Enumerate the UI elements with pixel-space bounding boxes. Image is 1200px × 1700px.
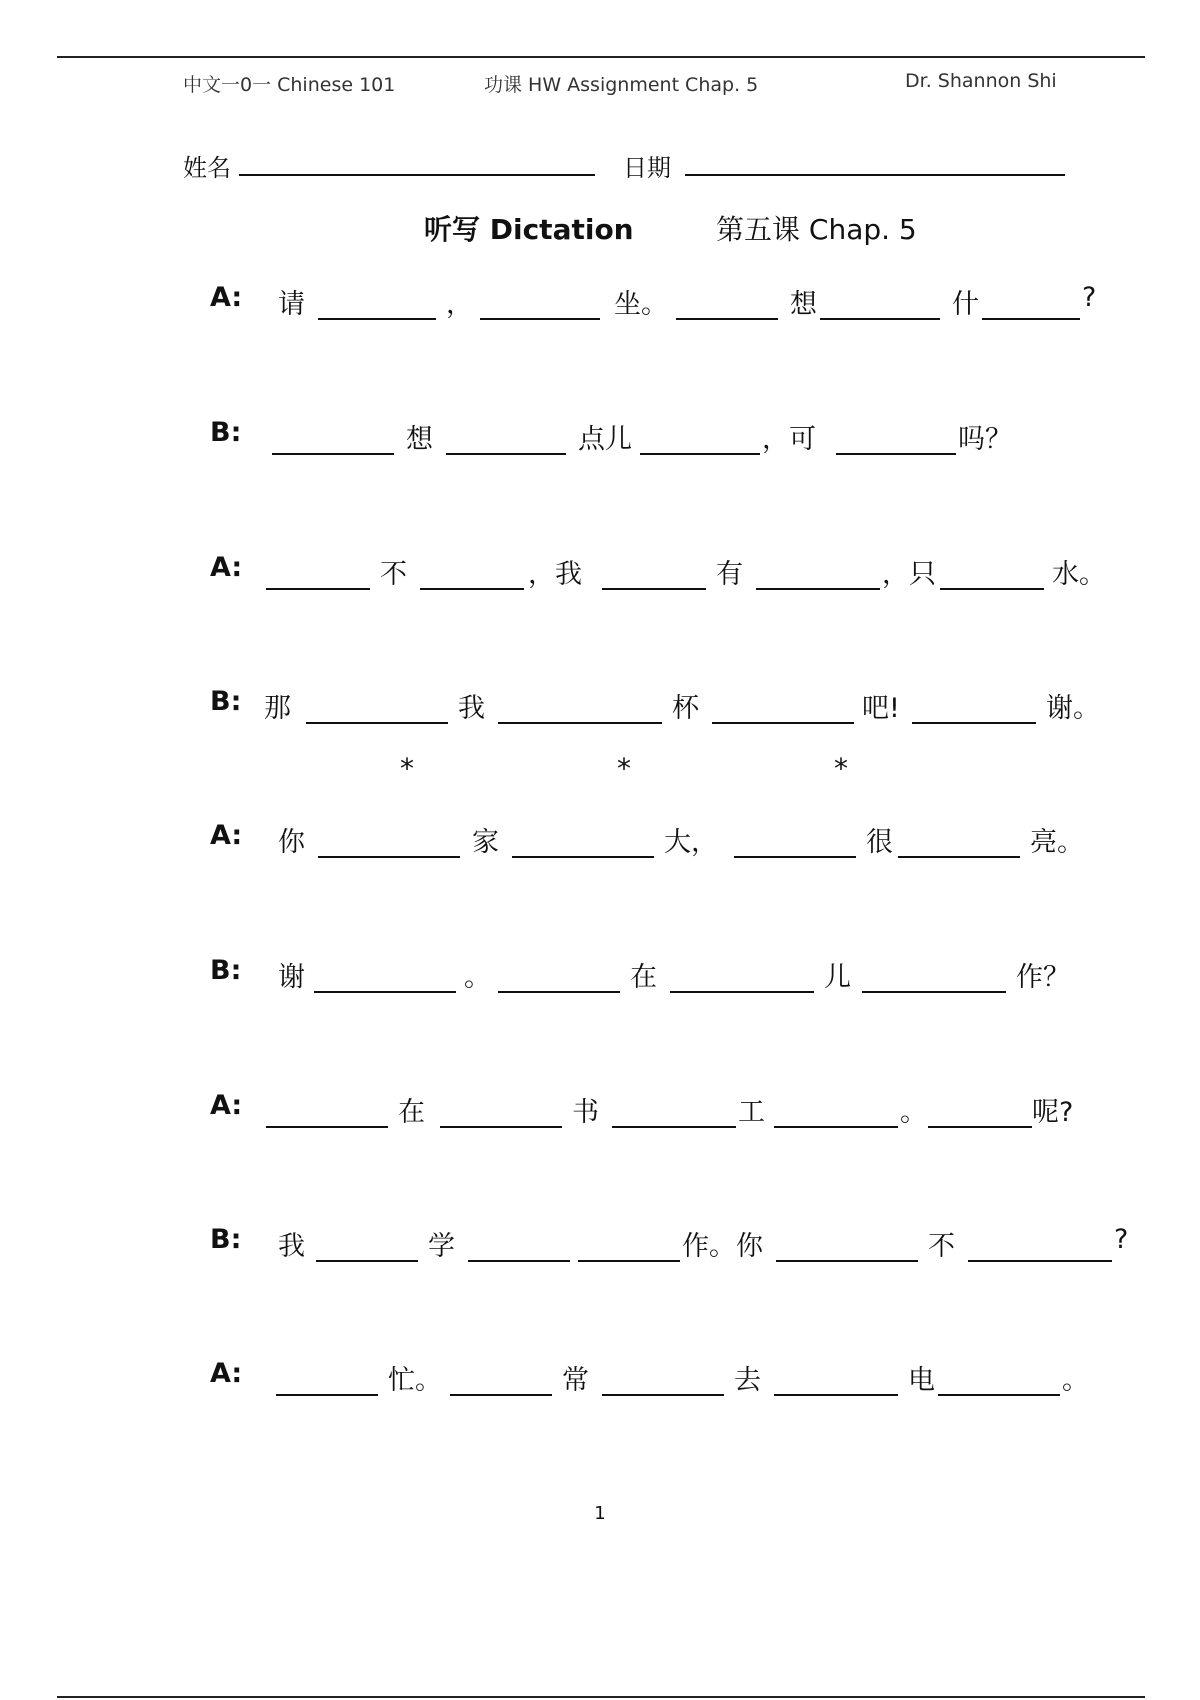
- text-segment: 在: [398, 1097, 425, 1128]
- text-segment: 常: [562, 1365, 589, 1396]
- answer-blank[interactable]: [318, 318, 436, 320]
- text-segment: 不: [928, 1231, 955, 1262]
- text-segment: 吗？: [958, 424, 1012, 455]
- text-segment: 书: [572, 1097, 599, 1128]
- answer-blank[interactable]: [266, 588, 370, 590]
- text-segment: 。: [1062, 1365, 1089, 1396]
- dictation-title: 听写 Dictation: [424, 213, 634, 246]
- answer-blank[interactable]: [712, 722, 854, 724]
- answer-blank[interactable]: [676, 318, 778, 320]
- answer-blank[interactable]: [468, 1260, 570, 1262]
- answer-blank[interactable]: [774, 1126, 898, 1128]
- answer-blank[interactable]: [912, 722, 1036, 724]
- speaker-label: A:: [210, 282, 243, 313]
- answer-blank[interactable]: [318, 856, 460, 858]
- text-segment: ，只: [882, 559, 936, 590]
- text-segment: ，: [446, 289, 473, 320]
- answer-blank[interactable]: [612, 1126, 736, 1128]
- text-segment: 杯: [672, 693, 699, 724]
- dialogue-line: [210, 282, 1140, 326]
- text-segment: 想: [790, 289, 817, 320]
- answer-blank[interactable]: [498, 991, 620, 993]
- text-segment: 。: [464, 962, 491, 993]
- answer-blank[interactable]: [266, 1126, 388, 1128]
- speaker-label: A:: [210, 1090, 243, 1121]
- separator-star: *: [834, 752, 848, 785]
- answer-blank[interactable]: [968, 1260, 1112, 1262]
- answer-blank[interactable]: [306, 722, 448, 724]
- name-label: 姓名: [183, 154, 231, 182]
- text-segment: 我: [458, 693, 485, 724]
- answer-blank[interactable]: [940, 588, 1044, 590]
- speaker-label: B:: [210, 955, 242, 986]
- section-separator: [0, 752, 1200, 785]
- page-title: [0, 208, 1200, 248]
- bottom-rule: [57, 1696, 1145, 1698]
- answer-blank[interactable]: [272, 453, 394, 455]
- answer-blank[interactable]: [498, 722, 662, 724]
- date-field[interactable]: [685, 174, 1065, 176]
- name-field[interactable]: [239, 174, 595, 176]
- text-segment: 大，: [664, 827, 718, 858]
- separator-star: *: [400, 752, 414, 785]
- text-segment: 儿: [824, 962, 851, 993]
- text-segment: ，可: [762, 424, 816, 455]
- answer-blank[interactable]: [836, 453, 956, 455]
- text-segment: 那: [264, 693, 291, 724]
- text-segment: ?: [1114, 1224, 1129, 1255]
- course-header: 中文一0一 Chinese 101: [183, 74, 396, 96]
- speaker-label: A:: [210, 1358, 243, 1389]
- text-segment: 吧!: [862, 693, 900, 724]
- answer-blank[interactable]: [602, 1394, 724, 1396]
- dialogue-line: [210, 1090, 1140, 1134]
- speaker-label: B:: [210, 686, 242, 717]
- text-segment: 学: [428, 1231, 455, 1262]
- text-segment: 水。: [1052, 559, 1106, 590]
- speaker-label: B:: [210, 1224, 242, 1255]
- text-segment: ?: [1082, 282, 1097, 313]
- answer-blank[interactable]: [450, 1394, 552, 1396]
- answer-blank[interactable]: [670, 991, 814, 993]
- text-segment: 家: [472, 827, 499, 858]
- answer-blank[interactable]: [578, 1260, 680, 1262]
- answer-blank[interactable]: [820, 318, 940, 320]
- text-segment: 亮。: [1030, 827, 1084, 858]
- dialogue-line: [210, 955, 1140, 999]
- speaker-label: A:: [210, 820, 243, 851]
- answer-blank[interactable]: [276, 1394, 378, 1396]
- text-segment: 坐。: [614, 289, 668, 320]
- answer-blank[interactable]: [440, 1126, 562, 1128]
- text-segment: 点儿: [578, 424, 632, 455]
- answer-blank[interactable]: [420, 588, 524, 590]
- answer-blank[interactable]: [898, 856, 1020, 858]
- text-segment: 。: [900, 1097, 927, 1128]
- answer-blank[interactable]: [316, 1260, 418, 1262]
- text-segment: ，我: [528, 559, 582, 590]
- dialogue-line: [210, 1224, 1140, 1268]
- instructor-header: Dr. Shannon Shi: [905, 70, 1057, 92]
- text-segment: 电: [908, 1365, 935, 1396]
- answer-blank[interactable]: [446, 453, 566, 455]
- assignment-header: 功课 HW Assignment Chap. 5: [484, 74, 759, 96]
- text-segment: 什: [952, 289, 979, 320]
- answer-blank[interactable]: [862, 991, 1006, 993]
- answer-blank[interactable]: [756, 588, 880, 590]
- name-date-row: [183, 144, 1063, 184]
- text-segment: 你: [278, 827, 305, 858]
- text-segment: 请: [278, 289, 305, 320]
- dialogue-line: [210, 417, 1140, 461]
- text-segment: 忙。: [388, 1365, 442, 1396]
- text-segment: 谢: [278, 962, 305, 993]
- answer-blank[interactable]: [938, 1394, 1060, 1396]
- speaker-label: B:: [210, 417, 242, 448]
- text-segment: 在: [630, 962, 657, 993]
- text-segment: 有: [716, 559, 743, 590]
- text-segment: 很: [866, 827, 893, 858]
- answer-blank[interactable]: [480, 318, 600, 320]
- text-segment: 作？: [1016, 962, 1070, 993]
- answer-blank[interactable]: [928, 1126, 1032, 1128]
- dialogue-line: [210, 686, 1140, 730]
- text-segment: 呢?: [1032, 1097, 1074, 1128]
- answer-blank[interactable]: [734, 856, 856, 858]
- text-segment: 去: [734, 1365, 761, 1396]
- answer-blank[interactable]: [314, 991, 456, 993]
- dialogue-line: [210, 820, 1140, 864]
- answer-blank[interactable]: [982, 318, 1080, 320]
- date-label: 日期: [623, 154, 671, 182]
- answer-blank[interactable]: [774, 1394, 898, 1396]
- text-segment: 作。你: [682, 1231, 763, 1262]
- text-segment: 我: [278, 1231, 305, 1262]
- answer-blank[interactable]: [512, 856, 654, 858]
- answer-blank[interactable]: [640, 453, 760, 455]
- top-rule: [57, 56, 1145, 58]
- chapter-title: 第五课 Chap. 5: [716, 213, 917, 246]
- dialogue-line: [210, 1358, 1140, 1402]
- speaker-label: A:: [210, 552, 243, 583]
- text-segment: 谢。: [1046, 693, 1100, 724]
- text-segment: 工: [738, 1097, 765, 1128]
- page-number: 1: [594, 1503, 606, 1524]
- answer-blank[interactable]: [776, 1260, 918, 1262]
- text-segment: 不: [380, 559, 407, 590]
- answer-blank[interactable]: [602, 588, 706, 590]
- separator-star: *: [617, 752, 631, 785]
- dialogue-line: [210, 552, 1140, 596]
- text-segment: 想: [406, 424, 433, 455]
